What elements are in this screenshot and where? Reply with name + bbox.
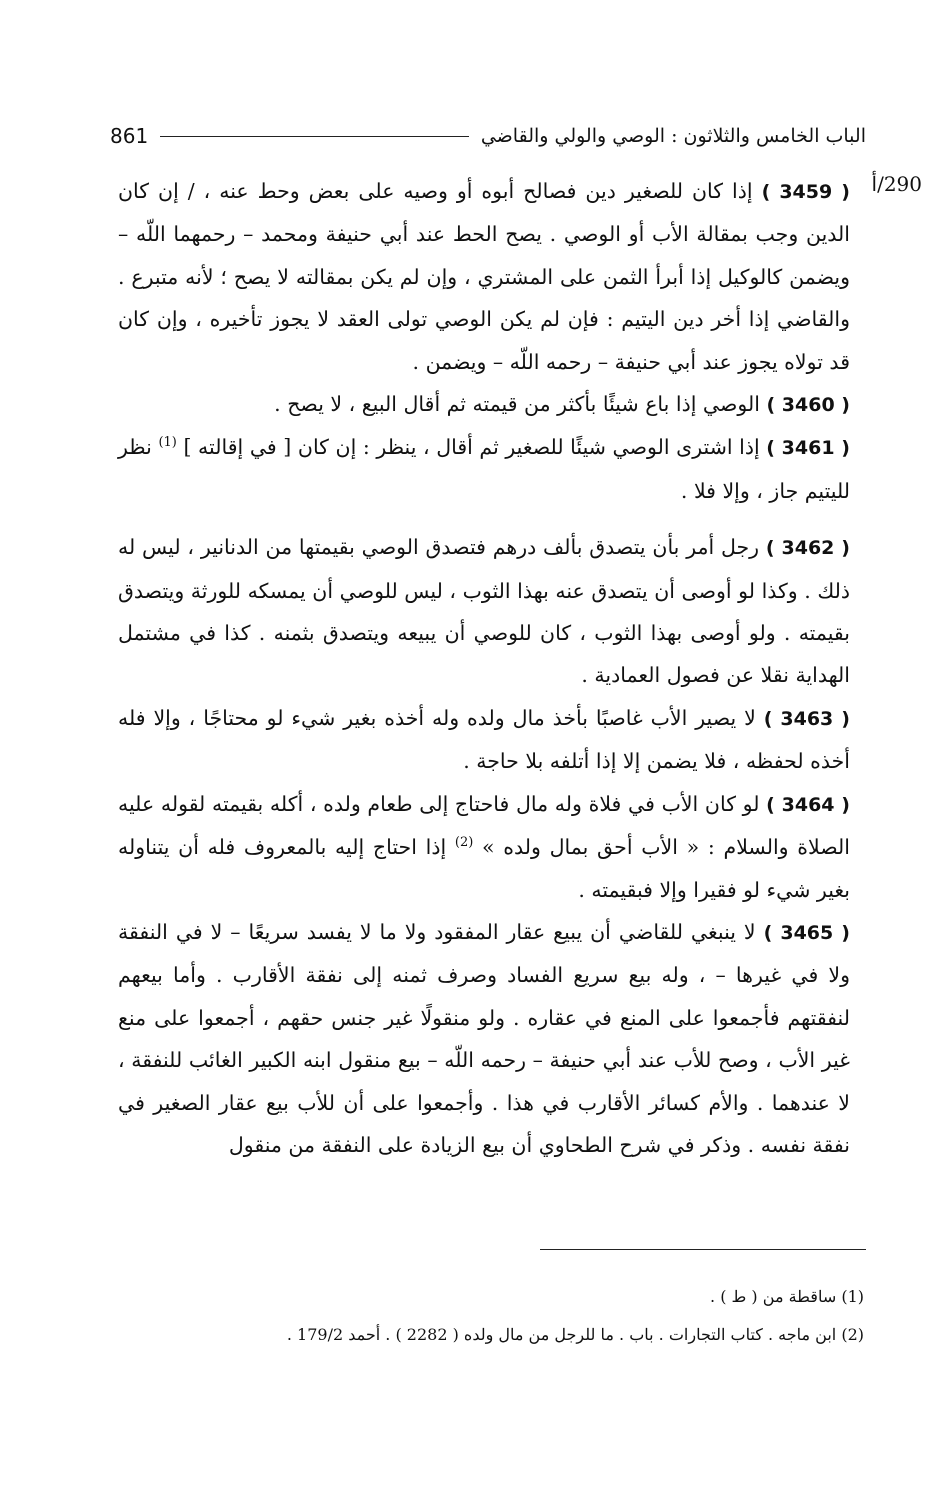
manuscript-folio-note: 290/أ <box>871 172 922 196</box>
paragraph-3465 <box>118 911 850 1166</box>
entry-text-continued: إذا احتاج إليه بالمعروف فله أن يتناوله بغير شيء لو فقيرا وإلا فبقيمته . <box>118 835 850 902</box>
paragraph-3462 <box>118 526 850 697</box>
entry-number: ( 3465 ) <box>763 921 850 944</box>
entry-text: إذا كان للصغير دين فصالح أبوه أو وصيه على بعض وحط عنه ، / إن كان الدين وجب بمقالة الأب أو الوصي . يصح الحط عند أبي حنيفة ومحمد – رحمهما اللّه – ويضمن كالوكيل إذا أبرأ الثمن على المشتري ، وإن لم يكن بمقالته لا يصح ؛ لأنه متبرع . والقاضي إذا أخر دين اليتيم : فإن لم يكن الوصي تولى العقد لا يجوز تأخيره ، وإن كان قد تولاه يجوز عند أبي حنيفة – رحمه اللّه – ويضمن . <box>118 179 850 374</box>
main-text <box>118 170 850 1166</box>
entry-text-continued: نظر لليتيم جاز ، وإلا فلا . <box>118 435 850 503</box>
paragraph-3464 <box>118 783 850 911</box>
entry-number: ( 3459 ) <box>761 181 850 203</box>
entry-text: لو كان الأب في فلاة وله مال فاحتاج إلى طعام ولده ، أكله بقيمته لقوله عليه الصلاة والسلام : « الأب أحق بمال ولده » <box>118 791 850 860</box>
entry-text: رجل أمر بأن يتصدق بألف درهم فتصدق الوصي بقيمتها من الدنانير ، ليس له ذلك . وكذا لو أوصى أن يتصدق عنه بهذا الثوب ، ليس للوصي أن يمسكه للورثة ويتصدق بقيمته . ولو أوصى بهذا الثوب ، كان للوصي أن يبيعه ويتصدق بثمنه . كذا في مشتمل الهداية نقلا عن فصول العمادية . <box>118 535 850 688</box>
footnote-2: (2) ابن ماجه . كتاب التجارات . باب . ما للرجل من مال ولده ( 2282 ) . أحمد 179/2 . <box>286 1325 864 1344</box>
entry-text: الوصي إذا باع شيئًا بأكثر من قيمته ثم أقال البيع ، لا يصح . <box>274 392 760 417</box>
footnote-reference: (1) <box>158 435 177 451</box>
paragraph-3461 <box>118 426 850 512</box>
entry-text: إذا اشترى الوصي شيئًا للصغير ثم أقال ، ينظر : إن كان [ في إقالته ] <box>183 435 760 460</box>
chapter-title: الباب الخامس والثلاثون : الوصي والولي والقاضي <box>480 125 866 147</box>
paragraph-3463 <box>118 697 850 783</box>
entry-number: ( 3460 ) <box>766 394 850 417</box>
footnote-separator <box>540 1249 866 1250</box>
footnote-1: (1) ساقطة من ( ط ) . <box>710 1287 864 1306</box>
entry-number: ( 3462 ) <box>765 537 850 560</box>
paragraph-3460 <box>118 383 850 426</box>
entry-text: لا يصير الأب غاصبًا بأخذ مال ولده وله أخذه بغير شيء لو محتاجًا ، وإلا فله أخذه لحفظه ، فلا يضمن إلا إذا أتلفه بلا حاجة . <box>118 705 850 774</box>
entry-number: ( 3464 ) <box>766 793 850 816</box>
entry-number: ( 3461 ) <box>766 437 850 460</box>
entry-number: ( 3463 ) <box>763 707 850 730</box>
footnotes <box>120 1278 864 1354</box>
entry-text: لا ينبغي للقاضي أن يبيع عقار المفقود ولا ما لا يفسد سريعًا – لا في النفقة ولا في غيرها – ، وله بيع سريع الفساد وصرف ثمنه إلى نفقة الأقارب . وأما بيعهم لنفقتهم فأجمعوا على المنع في عقاره . ولو منقولًا غير جنس حقهم ، أجمعوا على منع غير الأب ، وصح للأب عند أبي حنيفة – رحمه اللّه – بيع منقول ابنه الكبير الغائب للنفقة ، لا عندهما . والأم كسائر الأقارب في هذا . وأجمعوا على أن للأب بيع عقار الصغير في نفقة نفسه . وذكر في شرح الطحاوي أن بيع الزيادة على النفقة من منقول <box>118 919 850 1157</box>
page-number: 861 <box>110 124 149 148</box>
header-rule <box>160 136 469 137</box>
running-header <box>110 118 866 154</box>
footnote-reference: (2) <box>454 835 474 851</box>
paragraph-3459 <box>118 170 850 383</box>
